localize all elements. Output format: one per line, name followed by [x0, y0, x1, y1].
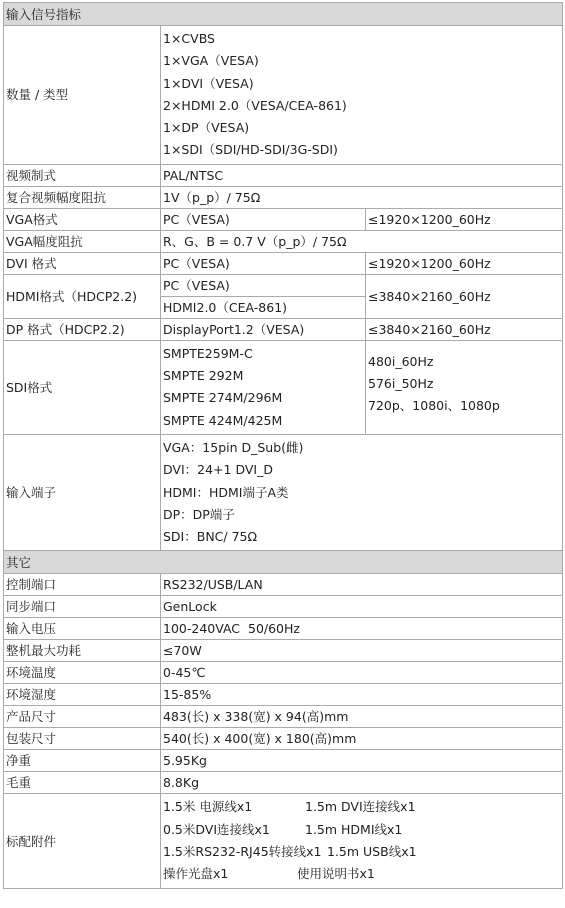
row-label: 毛重 — [4, 772, 161, 794]
row-value — [161, 434, 563, 550]
row-value: 0-45℃ — [161, 662, 563, 684]
row-value: 15-85% — [161, 684, 563, 706]
list-item: VGA：15pin D_Sub(雌) — [163, 439, 304, 455]
row-value: RS232/USB/LAN — [161, 574, 563, 596]
row-value — [161, 340, 366, 434]
row-label: 产品尺寸 — [4, 706, 161, 728]
list-item: SDI：BNC/ 75Ω — [163, 529, 258, 545]
row-label: 环境温度 — [4, 662, 161, 684]
accessory-item: 1.5米RS232-RJ45转接线x1 — [163, 844, 322, 860]
row-value: PC（VESA) — [161, 274, 366, 296]
list-item: SMPTE 274M/296M — [163, 390, 283, 406]
list-item — [163, 863, 560, 885]
row-value: 100-240VAC 50/60Hz — [161, 618, 563, 640]
list-item — [163, 841, 560, 863]
list-item: SMPTE 292M — [163, 368, 244, 384]
table-row — [4, 684, 563, 706]
row-label: 环境湿度 — [4, 684, 161, 706]
section-title: 其它 — [4, 551, 563, 574]
row-value: DisplayPort1.2（VESA) — [161, 318, 366, 340]
list-item: DP：DP端子 — [163, 506, 235, 522]
section-title: 输入信号指标 — [4, 3, 563, 26]
row-value — [161, 26, 563, 165]
row-value — [161, 794, 563, 888]
list-item: DVI：24+1 DVI_D — [163, 462, 273, 478]
table-row — [4, 706, 563, 728]
row-label: 数量 / 类型 — [4, 26, 161, 165]
row-label: 同步端口 — [4, 596, 161, 618]
accessory-item: 1.5m DVI连接线x1 — [305, 799, 416, 815]
list-item: 1×SDI（SDI/HD-SDI/3G-SDI) — [163, 142, 338, 158]
row-value-resolution: ≤3840×2160_60Hz — [366, 318, 563, 340]
row-label: SDI格式 — [4, 340, 161, 434]
list-item: 480i_60Hz — [368, 353, 434, 369]
table-row — [4, 164, 563, 186]
row-label: 标配附件 — [4, 794, 161, 888]
row-label: 复合视频幅度阻抗 — [4, 186, 161, 208]
row-label: 输入端子 — [4, 434, 161, 550]
table-row — [4, 574, 563, 596]
table-row — [4, 252, 563, 274]
row-value: ≤70W — [161, 640, 563, 662]
table-row — [4, 728, 563, 750]
table-row — [4, 750, 563, 772]
list-item: 1×CVBS — [163, 31, 215, 46]
row-label: 整机最大功耗 — [4, 640, 161, 662]
accessory-item: 1.5m HDMI线x1 — [305, 821, 403, 837]
list-item: HDMI：HDMI端子A类 — [163, 484, 289, 500]
table-row — [4, 208, 563, 230]
row-value: 8.8Kg — [161, 772, 563, 794]
row-value: PC（VESA) — [161, 252, 366, 274]
row-value: R、G、B = 0.7 V（p_p）/ 75Ω — [161, 230, 563, 252]
row-label: VGA幅度阻抗 — [4, 230, 161, 252]
list-item — [163, 819, 560, 841]
list-item: 1×DVI（VESA) — [163, 75, 254, 91]
list-item: 1×DP（VESA) — [163, 120, 250, 136]
row-value: HDMI2.0（CEA-861) — [161, 296, 366, 318]
table-row — [4, 662, 563, 684]
section-header-input — [4, 3, 563, 26]
row-value: GenLock — [161, 596, 563, 618]
accessory-item: 操作光盘x1 — [163, 866, 229, 882]
table-row — [4, 772, 563, 794]
list-item: 720p、1080i、1080p — [368, 398, 500, 414]
list-item: SMPTE259M-C — [163, 345, 253, 361]
row-label: 净重 — [4, 750, 161, 772]
table-row — [4, 230, 563, 252]
row-label: VGA格式 — [4, 208, 161, 230]
accessory-item: 使用说明书x1 — [297, 866, 375, 882]
row-value: 540(长) x 400(宽) x 180(高)mm — [161, 728, 563, 750]
row-label: DVI 格式 — [4, 252, 161, 274]
table-row — [4, 274, 563, 296]
row-value: 483(长) x 338(宽) x 94(高)mm — [161, 706, 563, 728]
list-item: 2×HDMI 2.0（VESA/CEA-861) — [163, 97, 347, 113]
row-value-resolution: ≤1920×1200_60Hz — [366, 208, 563, 230]
row-label: 视频制式 — [4, 164, 161, 186]
table-row — [4, 618, 563, 640]
row-label: 控制端口 — [4, 574, 161, 596]
table-row — [4, 640, 563, 662]
list-item: SMPTE 424M/425M — [163, 412, 283, 428]
row-value-resolution — [366, 340, 563, 434]
table-row — [4, 340, 563, 434]
table-row — [4, 596, 563, 618]
row-value: PC（VESA) — [161, 208, 366, 230]
accessory-item: 1.5米 电源线x1 — [163, 799, 253, 815]
row-value: PAL/NTSC — [161, 164, 563, 186]
list-item: 576i_50Hz — [368, 376, 434, 392]
spec-table — [3, 2, 563, 889]
row-label: 输入电压 — [4, 618, 161, 640]
table-row — [4, 26, 563, 165]
table-row — [4, 186, 563, 208]
table-row — [4, 318, 563, 340]
row-value-resolution: ≤3840×2160_60Hz — [366, 274, 563, 318]
list-item: 1×VGA（VESA) — [163, 53, 259, 69]
row-value-resolution: ≤1920×1200_60Hz — [366, 252, 563, 274]
row-label: HDMI格式（HDCP2.2) — [4, 274, 161, 318]
accessory-item: 0.5米DVI连接线x1 — [163, 821, 270, 837]
table-row — [4, 794, 563, 888]
row-value: 5.95Kg — [161, 750, 563, 772]
table-row — [4, 434, 563, 550]
row-value: 1V（p_p）/ 75Ω — [161, 186, 563, 208]
row-label: 包装尺寸 — [4, 728, 161, 750]
section-header-other — [4, 551, 563, 574]
list-item — [163, 796, 560, 818]
accessory-item: 1.5m USB线x1 — [327, 844, 417, 860]
row-label: DP 格式（HDCP2.2) — [4, 318, 161, 340]
